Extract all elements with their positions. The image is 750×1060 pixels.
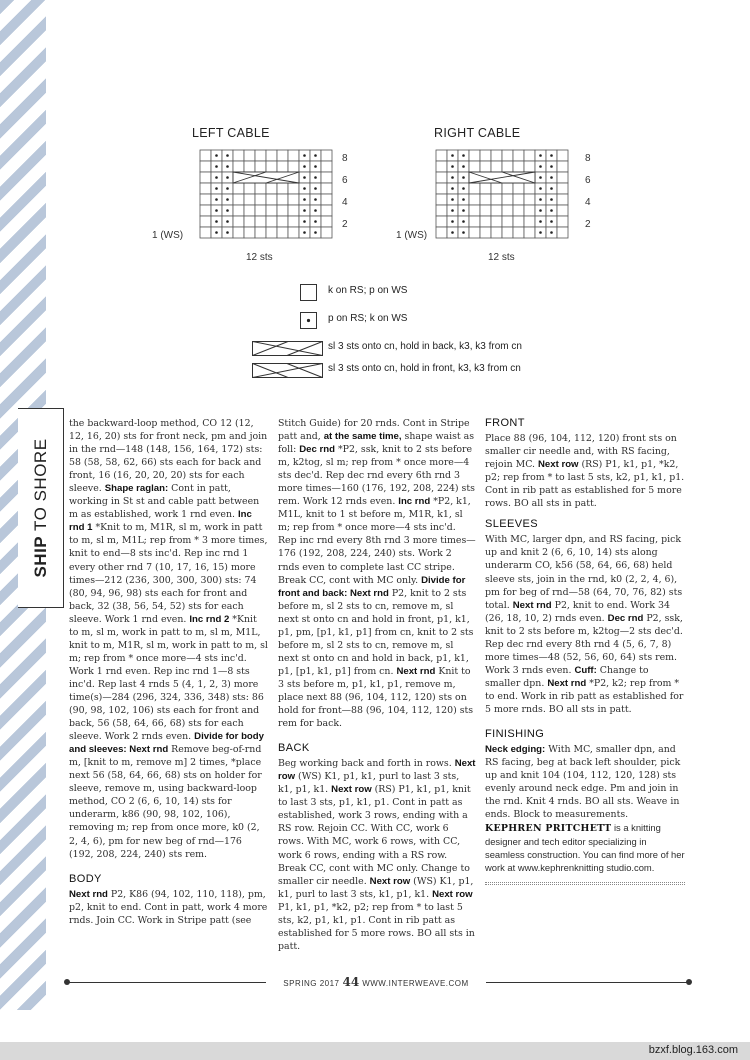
front-heading: FRONT [485, 417, 525, 429]
left-cable-cell [266, 183, 277, 194]
right-cable-purl-dot [462, 154, 465, 157]
right-cable-cell [491, 205, 502, 216]
right-cable-cell [557, 172, 568, 183]
col1-paragraph-1 [69, 417, 269, 861]
left-cable-cell [200, 205, 211, 216]
left-cable-cell [200, 227, 211, 238]
right-sts-label: 12 sts [488, 252, 515, 263]
right-cable-purl-dot [451, 209, 454, 212]
left-row-label-8: 8 [342, 153, 348, 164]
left-cable-cell [266, 205, 277, 216]
body-heading: BODY [69, 872, 102, 885]
right-cable-purl-dot [550, 209, 553, 212]
right-cable-cell [491, 194, 502, 205]
left-cable-cell [288, 161, 299, 172]
left-cable-cell [255, 183, 266, 194]
col2-back-paragraph [278, 757, 476, 953]
left-cable-cell [200, 183, 211, 194]
right-row-label-2: 2 [585, 219, 591, 230]
col1-body-text: P2, K86 (94, 102, 110, 118), pm, p2, knit to end. Cont in patt, work 4 more rnds. Join CC. Work in Stripe patt (see [69, 888, 268, 926]
legend-cable-back [252, 338, 552, 358]
right-cable-purl-dot [462, 176, 465, 179]
right-cable-purl-dot [539, 165, 542, 168]
left-cable-cell [288, 227, 299, 238]
left-cable-title: LEFT CABLE [192, 126, 270, 140]
col1-shape-raglan-text: Cont in patt, working in St st and cable patt between m as established, work 1 rnd even. [69, 483, 260, 521]
col2-back-text-2: (WS) K1, p1, k1, purl to last 3 sts, k1, p1, k1. [278, 771, 460, 796]
right-cable-cell [469, 194, 480, 205]
col1-shape-raglan-label: Shape raglan: [104, 483, 169, 495]
right-cable-cell [436, 161, 447, 172]
right-cable-purl-dot [550, 187, 553, 190]
left-cable-purl-dot [215, 231, 218, 234]
legend-purl-text: p on RS; k on WS [328, 313, 408, 324]
left-cable-cell [200, 216, 211, 227]
left-cable-purl-dot [226, 165, 229, 168]
col3-sleeves-label-4: Next rnd [547, 677, 587, 689]
col2-back-text-5: P1, k1, p1, *k2, p2; rep from * to last 5 sts, k2, p1, k1, p1. Cont in rib patt as established for 5 more rows. BO all sts in patt. [278, 901, 475, 952]
col2-dec-text: *P2, ssk, knit to 2 sts before m, k2tog, sl m; rep from * once more—4 sts dec'd. Rep dec rnd every 6th rnd 3 more times—160 (176, 192, 208, 224) sts rem. Work 12 rnds even. [278, 444, 475, 508]
right-cable-purl-dot [451, 187, 454, 190]
left-cable-cell [233, 205, 244, 216]
left-cable-cell [277, 194, 288, 205]
text-column-3 [485, 417, 685, 885]
left-cable-cell [277, 205, 288, 216]
left-cable-cell [277, 161, 288, 172]
right-cable-purl-dot [462, 220, 465, 223]
col2-next-label: Next rnd [396, 665, 436, 677]
left-cable-purl-dot [314, 198, 317, 201]
left-cable-purl-dot [314, 209, 317, 212]
left-cable-purl-dot [303, 154, 306, 157]
right-cable-title: RIGHT CABLE [434, 126, 521, 140]
knit-symbol-icon [300, 284, 318, 302]
col3-finishing-paragraph [485, 743, 685, 821]
left-cable-cell [321, 161, 332, 172]
right-cable-cell [469, 205, 480, 216]
left-cable-cell [244, 205, 255, 216]
right-cable-cell [524, 216, 535, 227]
footer-page-number: 44 [342, 975, 360, 989]
right-cable-cell [557, 194, 568, 205]
left-cable-grid [198, 148, 378, 244]
left-ws-label: 1 (WS) [152, 230, 184, 241]
left-cable-purl-dot [215, 209, 218, 212]
left-cable-cell [321, 216, 332, 227]
col1-intro-text: the backward-loop method, CO 12 (12, 12, 16, 20) sts for front neck, pm and join in the rnd—148 (148, 156, 164, 172) sts: 58 (58, 58, 62, 66) sts each for back and front, 16 (16, 20, 20, 20) sts for each sleeve. [69, 418, 268, 495]
right-row-label-6: 6 [585, 175, 591, 186]
right-cable-cell [513, 161, 524, 172]
left-cable-cell [233, 183, 244, 194]
left-cable-cell [255, 227, 266, 238]
left-cable-cell [288, 183, 299, 194]
col1-inc-rnd1-label: Inc rnd 1 [69, 509, 252, 534]
left-cable-purl-dot [226, 198, 229, 201]
right-cable-chart [392, 126, 602, 266]
right-cable-cell [469, 161, 480, 172]
right-cable-purl-dot [550, 231, 553, 234]
left-row-label-6: 6 [342, 175, 348, 186]
col1-divide-label: Divide for body and sleeves: Next rnd [69, 731, 264, 756]
left-cable-cell [277, 150, 288, 161]
col2-dec-label: Dec rnd [299, 444, 335, 456]
right-cable-cell [502, 227, 513, 238]
left-cable-cell [288, 205, 299, 216]
col2-next-text: Knit to 3 sts before m, p1, k1, p1, remove m, place next 88 (96, 104, 112, 120) sts on hold for front—88 (96, 104, 112, 120) sts rem for back. [278, 665, 474, 730]
right-cable-purl-dot [451, 176, 454, 179]
left-cable-cell [266, 216, 277, 227]
col2-back-text-3: (RS) P1, k1, p1, knit to last 3 sts, p1, k1, p1. Cont in patt as established, work 3 rows, ending with a RS row. Rejoin CC. With CC, work 6 rows. With MC, work 6 rows, with CC, work 6 rows, ending with a RS row. Break CC, cont with MC only. Change to smaller cir needle. [278, 784, 471, 887]
left-cable-cell [233, 161, 244, 172]
left-cable-cell [200, 194, 211, 205]
col2-inc-text: *P2, k1, M1L, knit to 1 st before m, M1R, k1, sl m; rep from * once more—4 sts inc'd. Rep inc rnd every 8th rnd 3 more times—176 (192, 208, 224, 240) sts. Work 2 rnds even to complete last CC stripe. Break CC, cont with MC only. [278, 496, 476, 586]
col2-inc-label: Inc rnd [398, 496, 431, 508]
left-cable-purl-dot [303, 220, 306, 223]
col3-sleeves-text-3: P2, ssk, knit to 2 sts before m, k2tog—2 sts dec'd. Rep dec rnd every 8th rnd 4 (5, 6, 7, 8) more times—48 (52, 56, 60, 64) sts rem. Work 3 rnds even. [485, 612, 683, 676]
right-cable-purl-dot [462, 231, 465, 234]
right-cable-cell [513, 216, 524, 227]
left-cable-cell [266, 194, 277, 205]
left-cable-purl-dot [303, 231, 306, 234]
right-cable-purl-dot [539, 187, 542, 190]
left-cable-cell [321, 205, 332, 216]
left-cable-purl-dot [215, 165, 218, 168]
col2-paragraph-1 [278, 417, 476, 730]
right-cable-cell [502, 183, 513, 194]
right-cable-cell [480, 216, 491, 227]
left-cable-cell [233, 216, 244, 227]
col2-back-label-4: Next row [432, 888, 473, 900]
left-cable-cell [277, 216, 288, 227]
right-cable-cell [502, 150, 513, 161]
left-cable-cell [244, 161, 255, 172]
left-cable-cell [288, 150, 299, 161]
page-footer [266, 975, 486, 989]
purl-symbol-icon [300, 312, 318, 330]
left-cable-cell [321, 194, 332, 205]
right-cable-purl-dot [462, 165, 465, 168]
left-cable-purl-dot [303, 176, 306, 179]
col2-back-label-3: Next row [369, 875, 411, 887]
left-cable-purl-dot [226, 220, 229, 223]
legend-cable-back-text: sl 3 sts onto cn, hold in back, k3, k3 from cn [328, 341, 522, 352]
sleeves-heading: SLEEVES [485, 518, 538, 531]
text-column-2 [278, 417, 476, 953]
right-cable-cell [491, 216, 502, 227]
right-cable-purl-dot [539, 198, 542, 201]
right-cable-purl-dot [539, 209, 542, 212]
right-cable-cell [524, 183, 535, 194]
col3-front-text-1: Place 88 (96, 104, 112, 120) front sts on smaller cir needle and, with RS facing, rejoin MC. [485, 433, 677, 471]
col1-divide-text: Remove beg-of-rnd m, [knit to m, remove m] 2 times, *place next 56 (58, 64, 66, 68) sts on holder for sleeve, remove m, using backward-loop method, CO 2 (6, 6, 10, 14) sts for underarm, k86 (90, 98, 102, 106), removing m; rep from once more, k0 (2, 2, 4, 6), pm for new beg of rnd—176 (192, 208, 224, 240) sts rem. [69, 744, 262, 860]
right-cable-cell [491, 227, 502, 238]
right-cable-cell [469, 227, 480, 238]
col3-front-label: Next row [538, 459, 579, 471]
watermark-text: bzxf.blog.163.com [648, 1044, 738, 1056]
right-cable-cell [491, 161, 502, 172]
right-cable-cell [524, 194, 535, 205]
col3-sleeves-text-1: With MC, larger dpn, and RS facing, pick up and knit 2 (6, 6, 10, 14) sts along underarm CO, k56 (58, 64, 66, 68) held sleeve sts, join in the rnd, k0 (2, 2, 4, 6), pm for beg of rnd—58 (64, 70, 76, 82) sts total. [485, 534, 683, 611]
left-cable-cell [277, 183, 288, 194]
left-cable-purl-dot [314, 231, 317, 234]
left-cable-cell [277, 227, 288, 238]
right-cable-cell [513, 227, 524, 238]
col3-sleeves-text-4: Change to smaller dpn. [485, 664, 649, 689]
section-tab-bold: SHIP [30, 535, 50, 578]
right-cable-purl-dot [462, 209, 465, 212]
col2-intro-text-2: shape waist as foll: [278, 431, 475, 456]
col3-sleeves-paragraph [485, 533, 685, 716]
right-cable-cell [557, 161, 568, 172]
right-cable-cell [480, 205, 491, 216]
right-cable-cell [513, 205, 524, 216]
cable-front-symbol-icon [252, 363, 324, 379]
right-cable-cell [491, 183, 502, 194]
left-row-label-4: 4 [342, 197, 348, 208]
left-cable-cell [200, 161, 211, 172]
col2-back-text-1: Beg working back and forth in rows. [278, 758, 455, 770]
left-cable-purl-dot [215, 187, 218, 190]
left-cable-cell [255, 205, 266, 216]
left-cable-purl-dot [314, 165, 317, 168]
col2-back-text-4: (WS) K1, p1, k1, purl to last 3 sts, k1, p1, k1. [278, 875, 474, 900]
right-cable-purl-dot [550, 220, 553, 223]
left-cable-cell [266, 150, 277, 161]
col3-front-text-2: (RS) P1, k1, p1, *k2, p2; rep from * to last 5 sts, k2, p1, k1, p1. Cont in rib patt as established for 5 more rows. BO all sts in patt. [485, 459, 685, 510]
right-cable-purl-dot [539, 154, 542, 157]
right-cable-cell [557, 205, 568, 216]
right-cable-cell [469, 216, 480, 227]
right-cable-cell [480, 161, 491, 172]
col1-body-paragraph [69, 888, 269, 927]
left-cable-cell [244, 227, 255, 238]
left-sts-label: 12 sts [246, 252, 273, 263]
right-cable-cell [557, 216, 568, 227]
right-cable-cell [480, 227, 491, 238]
col2-back-label-2: Next row [331, 784, 372, 796]
left-cable-purl-dot [215, 198, 218, 201]
right-cable-cell [502, 216, 513, 227]
left-cable-purl-dot [226, 154, 229, 157]
designer-bio-text: is a knitting designer and tech editor specializing in seamless construction. You can find more of her work at www.kephrenknitting studio.com. [485, 822, 685, 874]
legend-knit [252, 282, 552, 302]
left-cable-cell [233, 194, 244, 205]
left-cable-purl-dot [314, 187, 317, 190]
col3-finishing-label: Neck edging: [485, 744, 546, 756]
right-cable-cell [436, 194, 447, 205]
right-cable-cell [480, 183, 491, 194]
right-cable-cell [436, 172, 447, 183]
left-cable-purl-dot [314, 176, 317, 179]
footer-rule-left [66, 982, 266, 983]
left-cable-cell [266, 161, 277, 172]
right-cable-cell [513, 183, 524, 194]
right-cable-purl-dot [539, 220, 542, 223]
section-tab-rest: TO SHORE [30, 438, 50, 536]
footer-season: SPRING 2017 [283, 979, 340, 988]
right-row-label-8: 8 [585, 153, 591, 164]
col1-inc-rnd2-text: *Knit to m, sl m, work in patt to m, sl m, M1L, knit to m, M1R, sl m, work in patt to m, sl m; rep from * once more—4 sts inc'd. Work 1 rnd even. Rep inc rnd 1—8 sts inc'd. Rep last 4 rnds 5 (4, 1, 2, 3) more time(s)—284 (296, 324, 336, 348) sts: 86 (90, 98, 102, 106) sts each for front and back, 56 (58, 64, 66, 68) sts for each sleeve. Work 2 rnds even. [69, 613, 268, 743]
col3-sleeves-text-2: P2, knit to end. Work 34 (26, 18, 10, 2) rnds even. [485, 599, 670, 624]
right-cable-cell [524, 161, 535, 172]
right-cable-cell [502, 194, 513, 205]
right-ws-label: 1 (WS) [396, 230, 428, 241]
left-cable-purl-dot [226, 231, 229, 234]
right-cable-purl-dot [550, 165, 553, 168]
right-cable-cell [524, 150, 535, 161]
col2-back-label-1: Next row [278, 758, 476, 783]
right-cable-cell [557, 183, 568, 194]
right-row-label-4: 4 [585, 197, 591, 208]
col3-sleeves-label-2: Dec rnd [607, 612, 644, 624]
right-cable-cell [480, 194, 491, 205]
right-cable-cell [557, 227, 568, 238]
left-cable-purl-dot [314, 220, 317, 223]
left-cable-cell [255, 150, 266, 161]
right-cable-cell [513, 150, 524, 161]
designer-name: KEPHREN PRITCHETT [485, 823, 612, 835]
left-cable-purl-dot [303, 198, 306, 201]
right-cable-purl-dot [451, 220, 454, 223]
left-cable-purl-dot [226, 176, 229, 179]
right-cable-purl-dot [550, 154, 553, 157]
col3-sleeves-text-5: *P2, k2; rep from * to end. Work in rib patt as established for 5 more rnds. BO all sts in patt. [485, 677, 684, 715]
left-cable-cell [321, 227, 332, 238]
footer-site: WWW.INTERWEAVE.COM [362, 979, 469, 988]
left-cable-purl-dot [226, 187, 229, 190]
col3-front-paragraph [485, 432, 685, 510]
col1-inc-rnd2-label: Inc rnd 2 [189, 613, 230, 625]
watermark-bar [0, 1042, 750, 1060]
left-cable-cell [200, 150, 211, 161]
legend-cable-front [252, 360, 552, 380]
left-cable-cell [200, 172, 211, 183]
legend-cable-front-text: sl 3 sts onto cn, hold in front, k3, k3 from cn [328, 363, 521, 374]
left-cable-purl-dot [215, 176, 218, 179]
right-cable-cell [524, 227, 535, 238]
right-cable-purl-dot [462, 198, 465, 201]
right-cable-cell [557, 150, 568, 161]
col2-divide-label: Divide for front and back: Next rnd [278, 574, 466, 599]
right-cable-cell [436, 227, 447, 238]
right-cable-cell [436, 150, 447, 161]
right-cable-cell [502, 205, 513, 216]
left-cable-cell [288, 216, 299, 227]
right-cable-cell [502, 161, 513, 172]
left-cable-purl-dot [303, 209, 306, 212]
right-cable-cell [491, 150, 502, 161]
left-cable-cell [255, 194, 266, 205]
left-cable-cell [244, 194, 255, 205]
right-cable-cell [469, 150, 480, 161]
right-cable-purl-dot [550, 176, 553, 179]
bio-divider [485, 882, 685, 885]
section-tab [18, 408, 64, 608]
footer-dot-right [686, 979, 692, 985]
finishing-heading: FINISHING [485, 728, 545, 741]
legend-purl [252, 310, 552, 330]
designer-bio [485, 821, 685, 874]
right-cable-purl-dot [539, 176, 542, 179]
back-heading: BACK [278, 742, 310, 755]
col3-sleeves-label-3: Cuff: [574, 664, 597, 676]
col3-sleeves-label-1: Next rnd [512, 599, 552, 611]
col2-same-time-label: at the same time, [323, 431, 402, 443]
right-cable-purl-dot [451, 198, 454, 201]
left-cable-cell [255, 161, 266, 172]
right-cable-cell [524, 205, 535, 216]
col3-finishing-text: With MC, smaller dpn, and RS facing, beg at back left shoulder, pick up and knit 104 (104, 112, 120, 128) sts evenly around neck edge. Pm and join in the rnd. Knit 4 rnds. BO all sts. Weave in ends. Block to measurements. [485, 744, 681, 821]
left-cable-purl-dot [314, 154, 317, 157]
right-cable-purl-dot [451, 165, 454, 168]
left-cable-purl-dot [226, 209, 229, 212]
left-cable-purl-dot [215, 154, 218, 157]
right-cable-cell [469, 183, 480, 194]
left-cable-chart [150, 126, 360, 266]
left-cable-cell [244, 216, 255, 227]
left-cable-cell [321, 150, 332, 161]
col1-inc-rnd1-text: *Knit to m, M1R, sl m, work in patt to m, sl m, M1L; rep from * 3 more times, knit to end—8 sts inc'd. Rep inc rnd 1 every other rnd 7 (10, 17, 16, 15) more times—212 (236, 300, 300, 300) sts: 74 (80, 94, 96, 98) sts each for front and back, 32 (38, 56, 54, 52) sts for each sleeve. Work 1 rnd even. [69, 522, 268, 625]
footer-rule-right [486, 982, 688, 983]
left-cable-purl-dot [303, 165, 306, 168]
right-cable-purl-dot [451, 154, 454, 157]
right-cable-cell [480, 150, 491, 161]
left-cable-purl-dot [215, 220, 218, 223]
left-cable-cell [321, 172, 332, 183]
right-cable-purl-dot [550, 198, 553, 201]
left-cable-purl-dot [303, 187, 306, 190]
left-cable-cell [244, 150, 255, 161]
left-cable-cell [233, 150, 244, 161]
right-cable-cell [436, 205, 447, 216]
cable-back-symbol-icon [252, 341, 324, 357]
col2-divide-text: P2, knit to 2 sts before m, sl 2 sts to cn, remove m, sl next st onto cn and hold in front, p1, k1, p1, pm, [p1, k1, p1] from cn, knit to 2 sts before m, sl 2 sts to cn, remove m, sl next st onto cn and hold in back, p1, k1, p1, [p1, k1, p1] from cn. [278, 587, 474, 677]
left-cable-cell [255, 216, 266, 227]
left-cable-cell [266, 227, 277, 238]
col2-intro-text: Stitch Guide) for 20 rnds. Cont in Stripe patt and, [278, 418, 470, 443]
legend-knit-text: k on RS; p on WS [328, 285, 408, 296]
right-cable-cell [513, 194, 524, 205]
left-cable-cell [244, 183, 255, 194]
left-cable-cell [233, 227, 244, 238]
right-cable-purl-dot [451, 231, 454, 234]
right-cable-purl-dot [539, 231, 542, 234]
left-cable-cell [288, 194, 299, 205]
left-cable-cell [321, 183, 332, 194]
right-cable-cell [436, 183, 447, 194]
text-column-1 [69, 417, 269, 927]
left-row-label-2: 2 [342, 219, 348, 230]
col1-body-label: Next rnd [69, 888, 108, 900]
right-cable-purl-dot [462, 187, 465, 190]
right-cable-cell [436, 216, 447, 227]
